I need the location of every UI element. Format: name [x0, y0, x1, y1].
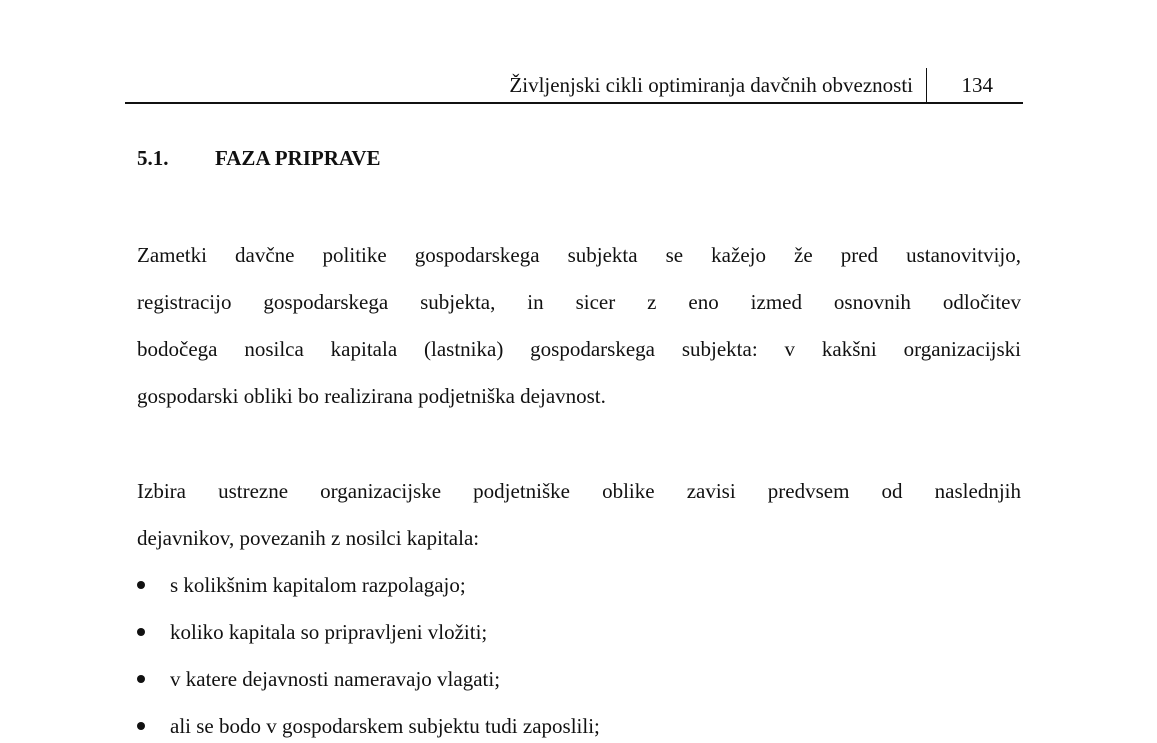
running-header-title: Življenjski cikli optimiranja davčnih obveznosti — [509, 73, 913, 97]
list-item — [137, 571, 466, 599]
paragraph-line: registracijo gospodarskega subjekta, in sicer z eno izmed osnovnih odločitev — [137, 290, 1021, 314]
list-item-text: koliko kapitala so pripravljeni vložiti; — [170, 620, 488, 644]
bullet-icon — [137, 675, 145, 683]
header-separator — [926, 68, 928, 102]
page-header — [125, 68, 1023, 104]
list-item-text: v katere dejavnosti nameravajo vlagati; — [170, 667, 501, 691]
bullet-icon — [137, 628, 145, 636]
section-heading — [137, 146, 381, 171]
section-number: 5.1. — [137, 146, 169, 170]
section-title: FAZA PRIPRAVE — [215, 146, 381, 170]
bullet-icon — [137, 722, 145, 730]
bullet-icon — [137, 581, 145, 589]
paragraph-line: Zametki davčne politike gospodarskega subjekta se kažejo že pred ustanovitvijo, — [137, 243, 1021, 267]
list-item — [137, 618, 487, 646]
paragraph-line: Izbira ustrezne organizacijske podjetniške oblike zavisi predvsem od naslednjih — [137, 479, 1021, 503]
paragraph-line: bodočega nosilca kapitala (lastnika) gospodarskega subjekta: v kakšni organizacijski — [137, 337, 1021, 361]
list-item — [137, 665, 500, 693]
list-item-text: s kolikšnim kapitalom razpolagajo; — [170, 573, 466, 597]
page-number: 134 — [961, 73, 993, 97]
list-item — [137, 712, 600, 740]
list-item-text: ali se bodo v gospodarskem subjektu tudi zaposlili; — [170, 714, 600, 738]
paragraph-line: dejavnikov, povezanih z nosilci kapitala: — [137, 526, 480, 550]
paragraph-line: gospodarski obliki bo realizirana podjetniška dejavnost. — [137, 384, 606, 408]
